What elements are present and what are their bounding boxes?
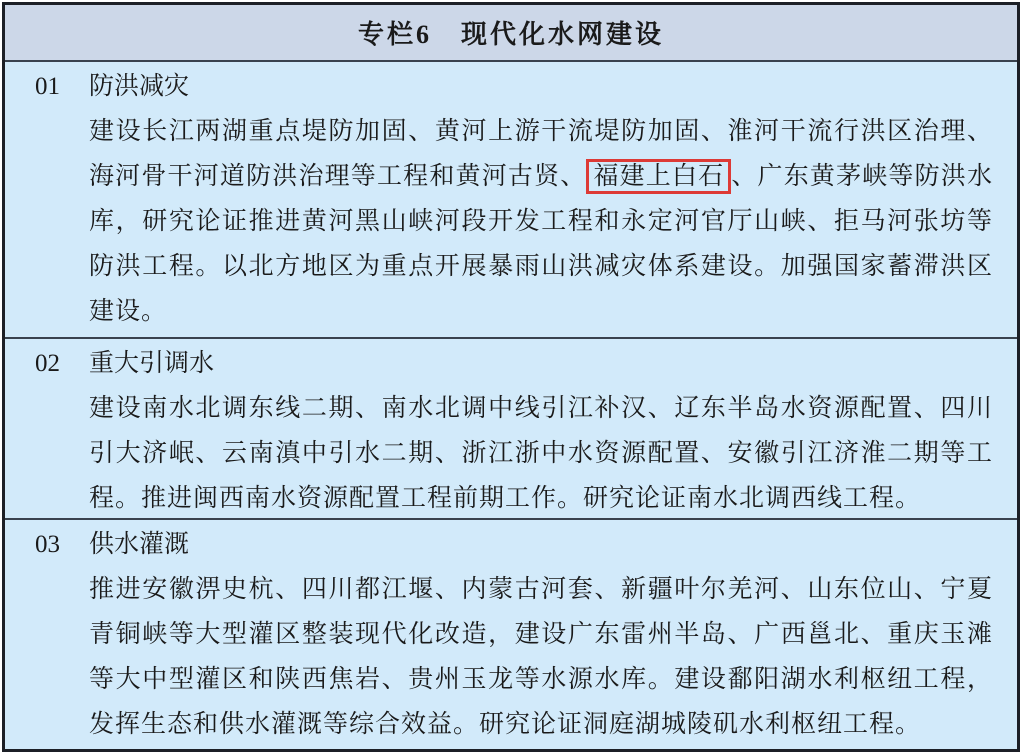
highlight-box xyxy=(586,159,731,194)
section-flood-control xyxy=(5,62,1017,337)
section-number: 03 xyxy=(35,531,60,558)
column-title: 专栏6 现代化水网建设 xyxy=(357,20,664,49)
section-flood-control-head xyxy=(5,65,1017,109)
section-supply-irrigation-body: 推进安徽淠史杭、四川都江堰、内蒙古河套、新疆叶尔羌河、山东位山、宁夏青铜峡等大型灌区整装现代化改造，建设广东雷州半岛、广西邕北、重庆玉滩等大中型灌区和陕西焦岩、贵州玉龙等水源水库。建设鄱阳湖水利枢纽工程，发挥生态和供水灌溉等综合效益。研究论证洞庭湖城陵矶水利枢纽工程。 xyxy=(89,576,993,738)
section-water-diversion-body: 建设南水北调东线二期、南水北调中线引江补汉、辽东半岛水资源配置、四川引大济岷、云南滇中引水二期、浙江浙中水资源配置、安徽引江济淮二期等工程。推进闽西南水资源配置工程前期工作。研究论证南水北调西线工程。 xyxy=(89,395,993,512)
paragraph-text-after: 、广东黄茅峡等防洪水库，研究论证推进黄河黑山峡河段开发工程和永定河官厅山峡、拒马河张坊等防洪工程。以北方地区为重点开展暴雨山洪减灾体系建设。加强国家蓄滞洪区建设。 xyxy=(89,163,993,325)
section-number: 01 xyxy=(35,73,60,100)
section-number: 02 xyxy=(35,350,60,377)
section-supply-irrigation xyxy=(5,518,1017,749)
boxed-column-panel xyxy=(2,2,1020,752)
highlighted-text: 福建上白石 xyxy=(593,163,725,190)
section-heading: 防洪减灾 xyxy=(89,73,190,100)
section-heading: 供水灌溉 xyxy=(89,531,190,558)
section-flood-control-body xyxy=(89,109,993,334)
section-water-diversion xyxy=(5,337,1017,518)
section-heading: 重大引调水 xyxy=(89,350,215,377)
paragraph-text-before: 建设长江两湖重点堤防加固、黄河上游干流堤防加固、淮河干流行洪区治理、海河骨干河道防洪治理等工程和黄河古贤、 xyxy=(89,118,993,190)
section-water-diversion-head xyxy=(5,342,1017,386)
column-title-band xyxy=(5,5,1017,62)
section-supply-irrigation-head xyxy=(5,523,1017,567)
